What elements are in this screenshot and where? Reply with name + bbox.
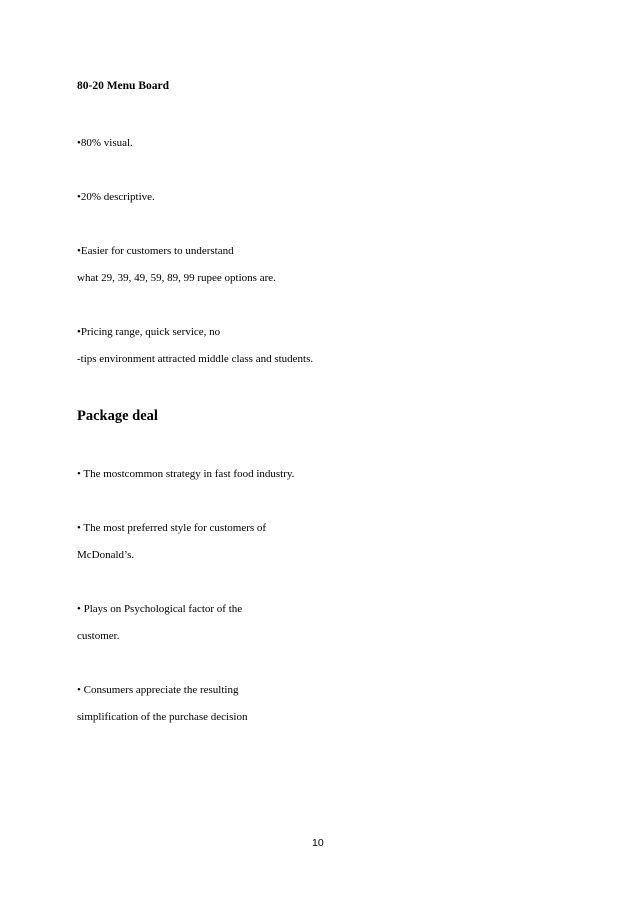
bullet-easier-line2: what 29, 39, 49, 59, 89, 99 rupee options are.: [77, 272, 276, 284]
bullet-consumers-line1: • Consumers appreciate the resulting: [77, 684, 239, 696]
bullet-preferred-line1: • The most preferred style for customers of: [77, 522, 267, 534]
bullet-consumers-line2: simplification of the purchase decision: [77, 711, 248, 723]
bullet-preferred-line2: McDonald’s.: [77, 549, 135, 561]
bullet-psychological-line2: customer.: [77, 630, 120, 642]
section-heading-package-deal: Package deal: [77, 408, 158, 424]
bullet-easier-line1: •Easier for customers to understand: [77, 245, 234, 257]
bullet-descriptive: •20% descriptive.: [77, 191, 155, 203]
bullet-common-strategy: • The mostcommon strategy in fast food industry.: [77, 468, 295, 480]
section-heading-menu-board: 80-20 Menu Board: [77, 80, 169, 92]
bullet-pricing-line1: •Pricing range, quick service, no: [77, 326, 221, 338]
bullet-pricing-line2: -tips environment attracted middle class and students.: [77, 353, 314, 365]
bullet-psychological-line1: • Plays on Psychological factor of the: [77, 603, 243, 615]
page-number: 10: [312, 837, 324, 849]
bullet-visual: •80% visual.: [77, 137, 133, 149]
